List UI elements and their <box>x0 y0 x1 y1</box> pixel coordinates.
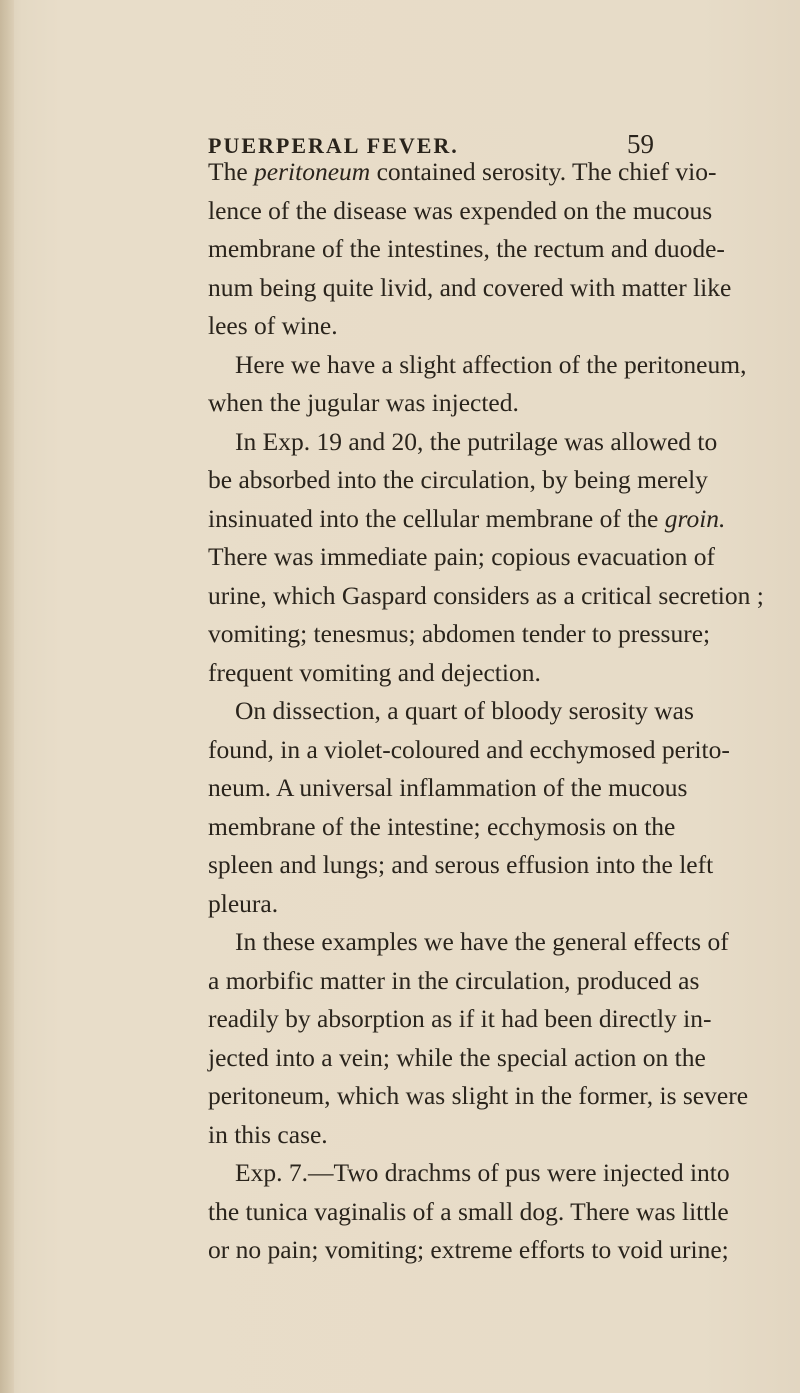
text-segment: frequent vomiting and dejection. <box>208 657 541 687</box>
text-segment: when the jugular was injected. <box>208 388 519 417</box>
text-segment: peritoneum, which was slight in the former, is severe <box>208 1081 749 1110</box>
text-segment: The <box>208 157 255 186</box>
text-segment: insinuated into the cellular membrane of the <box>208 503 665 533</box>
text-line <box>208 1233 729 1267</box>
text-line <box>208 733 730 767</box>
text-segment: spleen and lungs; and serous effusion into the left <box>208 850 714 879</box>
text-line <box>208 887 654 921</box>
text-segment: lence of the disease was expended on the mucous <box>208 195 713 225</box>
text-line <box>235 425 718 459</box>
text-segment: neum. A universal inflammation of the mucous <box>208 773 688 802</box>
text-segment: num being quite livid, and covered with matter like <box>208 272 732 302</box>
text-segment: in this case. <box>208 1119 328 1149</box>
text-line <box>208 1041 706 1075</box>
text-line <box>208 656 654 690</box>
text-segment: membrane of the intestine; ecchymosis on the <box>208 811 676 841</box>
text-line <box>208 964 700 998</box>
text-segment: jected into a vein; while the special action on the <box>208 1042 706 1072</box>
text-segment: or no pain; vomiting; extreme efforts to void urine; <box>208 1235 729 1264</box>
text-line <box>208 579 764 613</box>
text-line <box>208 386 654 420</box>
text-segment: Here we have a slight affection of the peritoneum, <box>235 349 747 379</box>
text-segment: There was immediate pain; copious evacuation of <box>208 542 715 571</box>
text-line <box>208 771 688 805</box>
page-number: 59 <box>627 129 654 159</box>
text-line <box>208 194 713 228</box>
text-line <box>208 155 717 189</box>
text-segment: In these examples we have the general effects of <box>235 927 729 956</box>
page-gutter-edge <box>0 0 14 1393</box>
text-line <box>208 1118 654 1152</box>
text-line <box>208 810 676 844</box>
text-segment: readily by absorption as if it had been directly in- <box>208 1004 712 1033</box>
text-segment: be absorbed into the circulation, by being merely <box>208 465 708 494</box>
text-line <box>208 848 714 882</box>
text-line <box>235 694 694 728</box>
text-segment: membrane of the intestines, the rectum and duode- <box>208 234 725 263</box>
text-line <box>208 1002 712 1036</box>
text-segment: On dissection, a quart of bloody serosity was <box>235 696 694 725</box>
text-segment: urine, which Gaspard considers as a critical secretion ; <box>208 580 764 610</box>
text-segment: the tunica vaginalis of a small dog. There was little <box>208 1196 729 1226</box>
running-title: PUERPERAL FEVER. <box>208 133 459 158</box>
text-line <box>208 271 732 305</box>
italic-term: groin. <box>664 503 726 533</box>
text-line <box>208 309 654 343</box>
italic-term: peritoneum <box>254 157 371 186</box>
text-line <box>235 348 747 382</box>
text-segment: pleura. <box>208 888 279 918</box>
text-segment: In Exp. 19 and 20, the putrilage was allowed to <box>235 426 718 456</box>
text-segment: vomiting; tenesmus; abdomen tender to pressure; <box>208 619 711 648</box>
text-segment: contained serosity. The chief vio- <box>370 157 717 186</box>
text-line <box>208 232 725 266</box>
text-line <box>235 925 729 959</box>
text-segment: found, in a violet-coloured and ecchymosed perito- <box>208 734 730 764</box>
text-line <box>208 502 726 536</box>
text-line <box>235 1156 730 1190</box>
text-segment: Exp. 7.—Two drachms of pus were injected into <box>235 1158 730 1187</box>
text-segment: lees of wine. <box>208 311 338 340</box>
text-line <box>208 463 708 497</box>
text-line <box>208 540 715 574</box>
text-line <box>208 617 711 651</box>
text-segment: a morbific matter in the circulation, produced as <box>208 965 700 995</box>
text-line <box>208 1195 729 1229</box>
text-line <box>208 1079 749 1113</box>
